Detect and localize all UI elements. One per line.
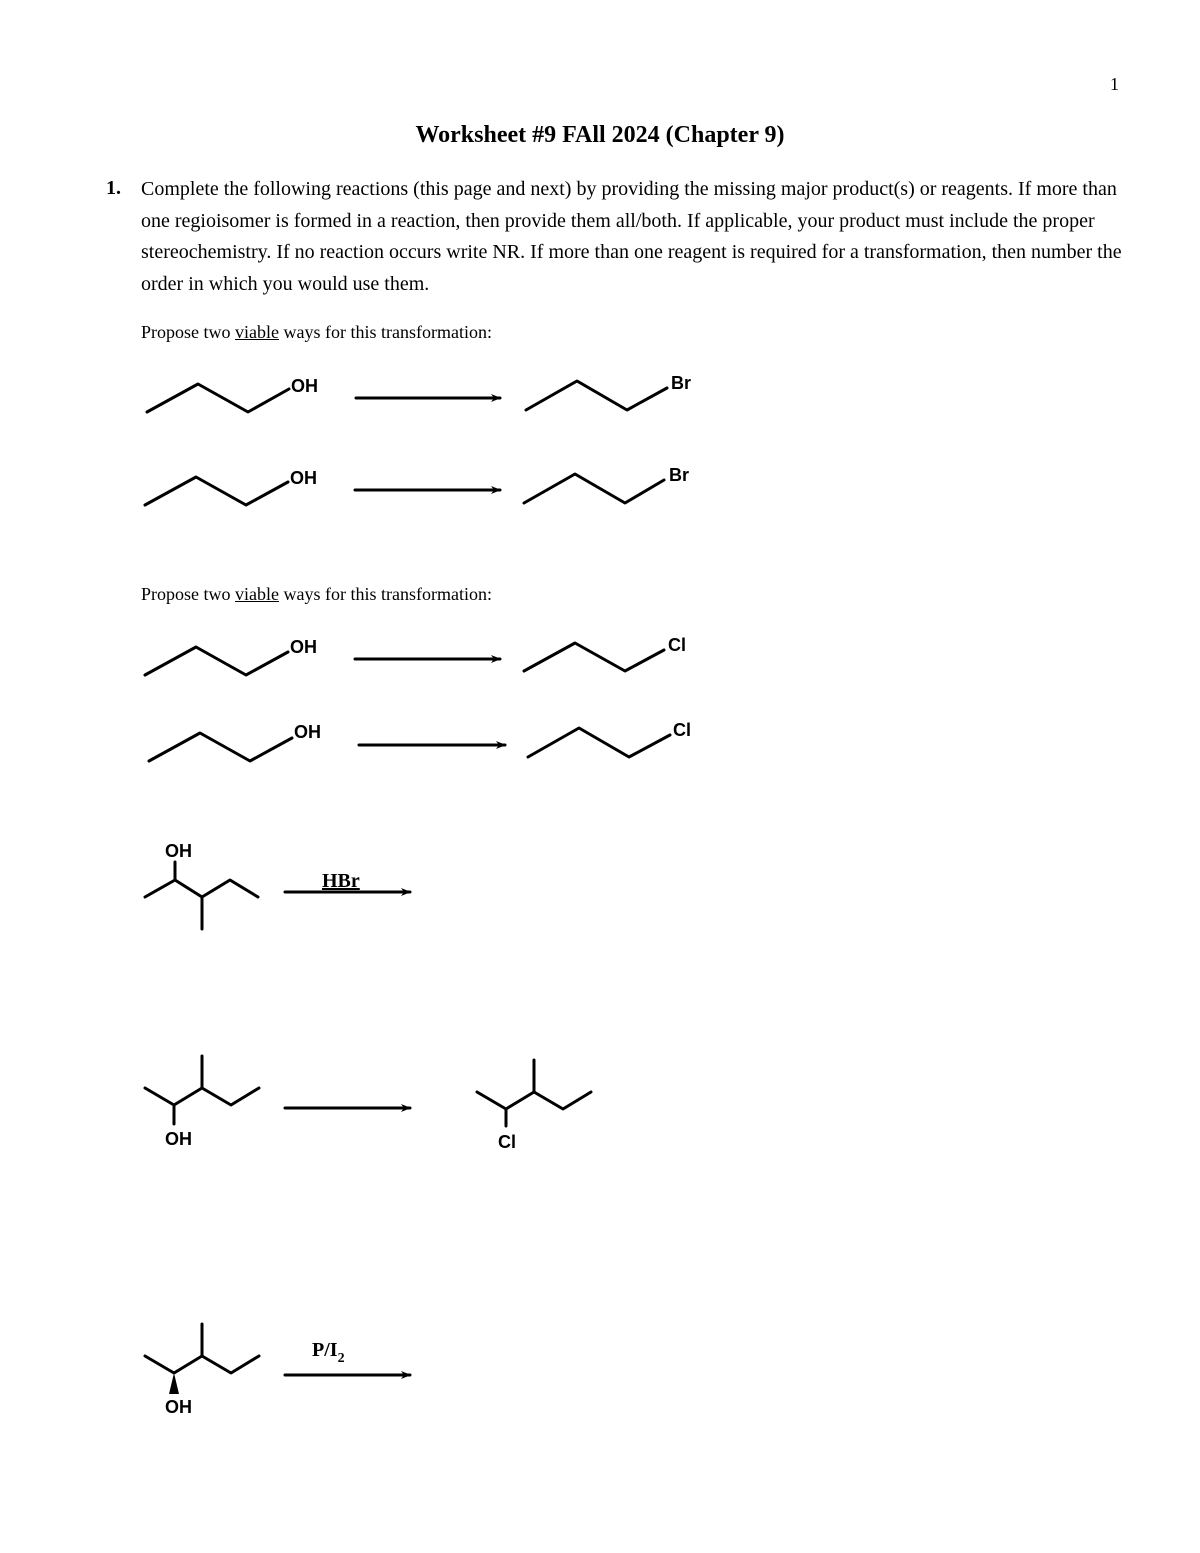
butanol-skeleton-1b <box>145 477 288 505</box>
chloride-skeleton-4 <box>477 1092 591 1109</box>
prompt-2-underlined: viable <box>235 584 279 604</box>
br-label-1b: Br <box>669 465 690 485</box>
oh-label-1b: OH <box>290 468 317 488</box>
wedge-bond-5 <box>169 1373 179 1394</box>
oh-label-2a: OH <box>290 637 317 657</box>
prompt-2-after: ways for this transformation: <box>278 584 492 604</box>
worksheet-title: Worksheet #9 FAll 2024 (Chapter 9) <box>415 122 785 148</box>
reagent-hbr: HBr <box>322 870 360 892</box>
alcohol-skeleton-4 <box>145 1088 259 1105</box>
bromobutane-skeleton-1b <box>524 474 664 503</box>
oh-label-4: OH <box>165 1129 192 1149</box>
br-label-1a: Br <box>671 373 692 393</box>
bromobutane-skeleton-1a <box>526 381 667 410</box>
reagent-pi2-subscript: 2 <box>337 1351 345 1366</box>
butanol-skeleton-1a <box>147 384 289 412</box>
cl-label-4: Cl <box>498 1132 516 1152</box>
reagent-pi2 <box>312 1339 345 1366</box>
question-instructions: Complete the following reactions (this page and next) by providing the missing major product(s) or reagents. If more than one regioisomer is formed in a reaction, then provide them all/both. If applicable, your product must include the proper stereochemistry. If no reaction occurs write NR. If more than one reagent is required for a transformation, then number the order in which you would use them. <box>141 178 1122 295</box>
alcohol-skeleton-3 <box>145 880 258 897</box>
oh-label-3: OH <box>165 841 192 861</box>
butanol-skeleton-2b <box>149 733 292 761</box>
oh-label-1a: OH <box>291 376 318 396</box>
cl-label-2b: Cl <box>673 720 691 740</box>
page-number: 1 <box>1110 74 1119 94</box>
reagent-pi2-main: P/I <box>312 1339 338 1361</box>
prompt-2-before: Propose two <box>141 584 235 604</box>
chlorobutane-skeleton-2a <box>524 643 664 671</box>
prompt-1-after: ways for this transformation: <box>278 322 492 342</box>
question-number: 1. <box>106 177 121 199</box>
chlorobutane-skeleton-2b <box>528 728 670 757</box>
prompt-1-underlined: viable <box>235 322 279 342</box>
cl-label-2a: Cl <box>668 635 686 655</box>
butanol-skeleton-2a <box>145 647 288 675</box>
alcohol-skeleton-5 <box>145 1356 259 1373</box>
oh-label-5: OH <box>165 1397 192 1417</box>
prompt-1-before: Propose two <box>141 322 235 342</box>
oh-label-2b: OH <box>294 722 321 742</box>
